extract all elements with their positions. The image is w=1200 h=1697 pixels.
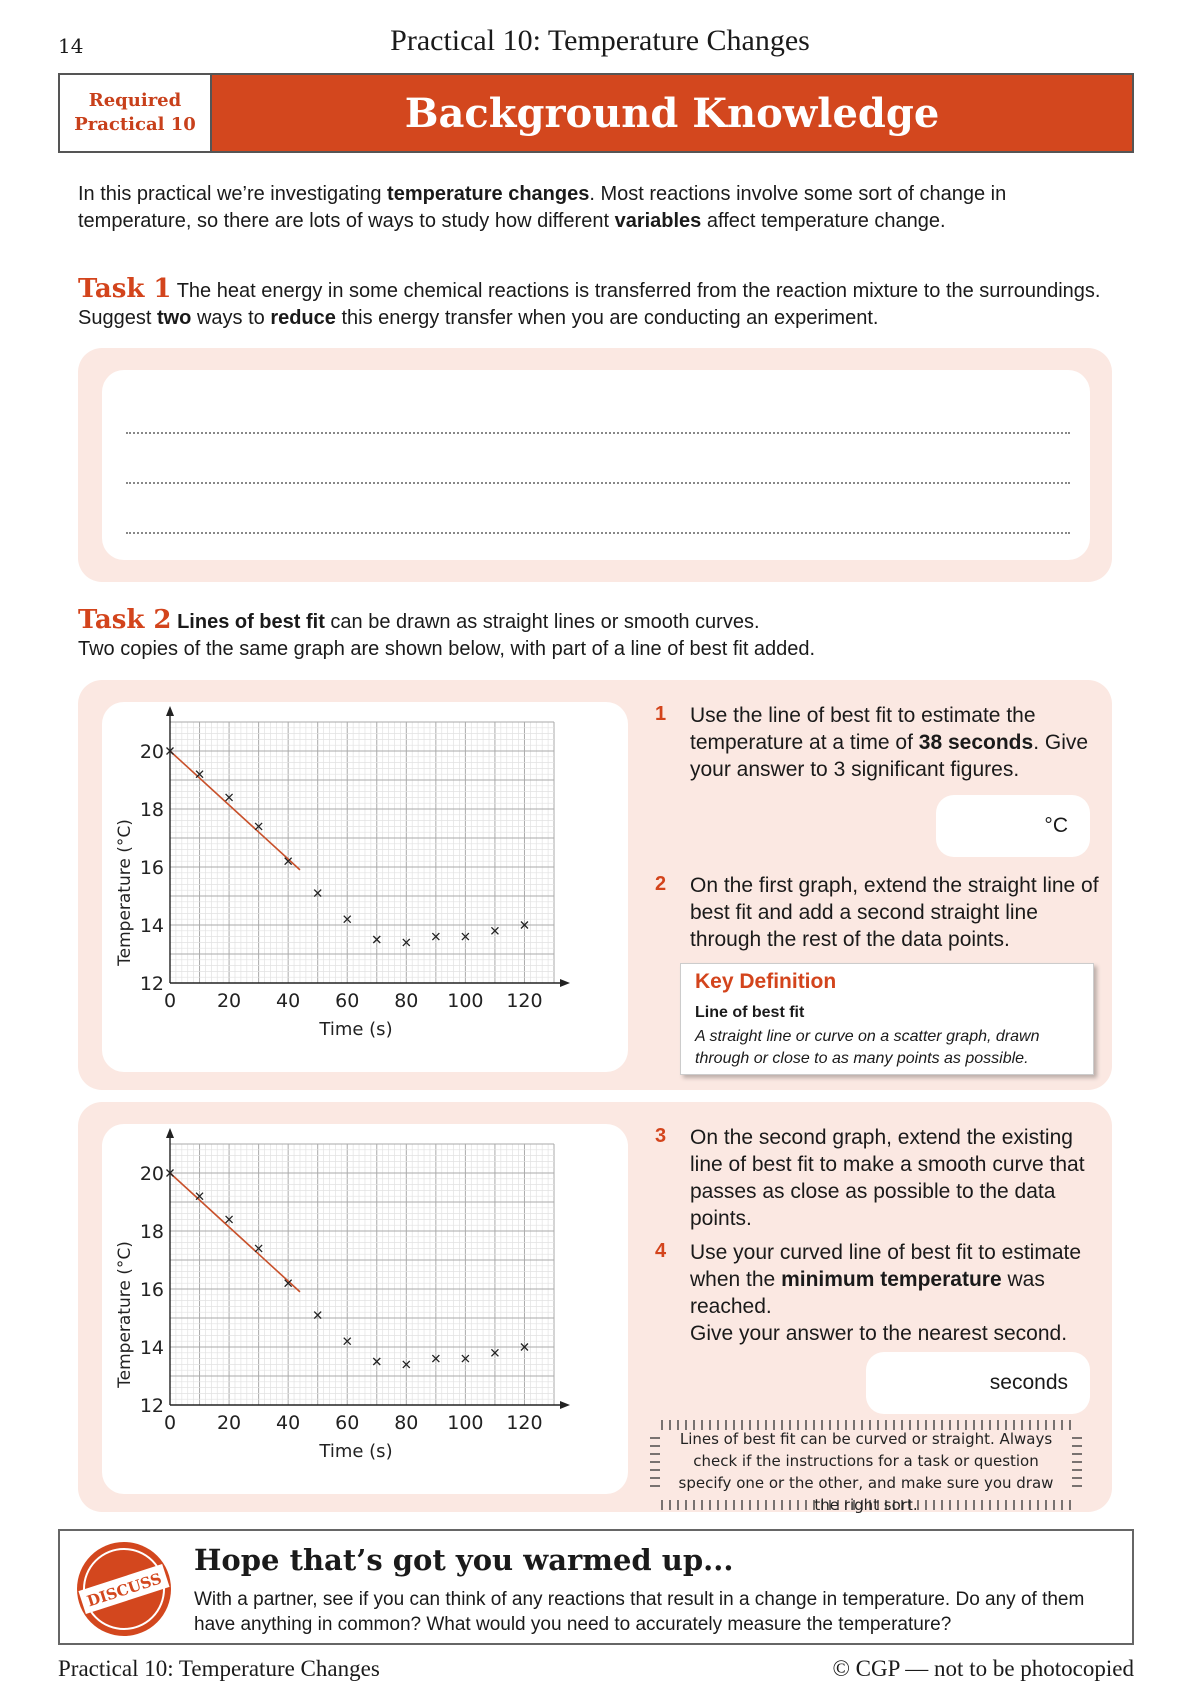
q4-unit: seconds xyxy=(989,1371,1068,1394)
answer-line-2[interactable] xyxy=(126,482,1070,484)
y-tick-label: 20 xyxy=(139,741,164,763)
x-axis-label: Time (s) xyxy=(319,1441,393,1462)
q4-answer-box[interactable] xyxy=(866,1352,1090,1414)
question-4-number: 4 xyxy=(655,1240,667,1262)
question-1-number: 1 xyxy=(655,703,667,725)
badge-line-1: Required xyxy=(88,90,182,111)
graph-card-1 xyxy=(102,702,628,1072)
q4-text-c: was reached. xyxy=(690,1268,1045,1318)
badge-line-2: Practical 10 xyxy=(74,114,196,135)
question-4-text xyxy=(690,1239,1100,1347)
intro-text-3: affect temperature change. xyxy=(701,210,946,232)
question-1-text xyxy=(690,702,1100,783)
x-tick-label: 40 xyxy=(276,1412,301,1434)
footer-copyright: © CGP — not to be photocopied xyxy=(832,1656,1134,1681)
y-tick-label: 16 xyxy=(139,857,164,879)
section-banner xyxy=(58,73,1134,153)
x-tick-label: 120 xyxy=(506,1412,543,1434)
running-title: Practical 10: Temperature Changes xyxy=(390,24,810,57)
task2-label: Task 2 xyxy=(78,605,172,635)
answer-line-3[interactable] xyxy=(126,532,1070,534)
graph-card-2 xyxy=(102,1124,628,1494)
x-tick-label: 20 xyxy=(216,990,242,1012)
task2-prompt xyxy=(78,607,1118,663)
x-tick-label: 20 xyxy=(216,1412,242,1434)
x-tick-label: 100 xyxy=(447,990,484,1012)
task1-panel xyxy=(78,348,1112,582)
intro-text-1: In this practical we’re investigating xyxy=(78,183,388,205)
key-definition-box xyxy=(680,963,1094,1075)
y-axis-arrow xyxy=(166,706,174,716)
required-practical-badge xyxy=(60,75,212,151)
tip-text: Lines of best fit can be curved or straight. Always check if the instructions for a task or question specify one or the other, and make sure you draw the right sort. xyxy=(678,1430,1054,1514)
q1-bold: 38 seconds xyxy=(918,731,1034,754)
y-tick-label: 20 xyxy=(139,1163,164,1185)
q1-unit: °C xyxy=(1044,814,1068,837)
q1-text-a: Use the line of best fit to estimate the temperature at a time of xyxy=(690,704,1036,754)
y-tick-label: 12 xyxy=(139,973,164,995)
discuss-title: Hope that’s got you warmed up... xyxy=(194,1543,734,1577)
q1-text-c: . Give your answer to 3 significant figures. xyxy=(690,731,1089,781)
y-tick-label: 12 xyxy=(139,1395,164,1417)
intro-paragraph xyxy=(78,181,1098,235)
x-axis-arrow xyxy=(560,979,570,987)
x-axis-label: Time (s) xyxy=(319,1019,393,1040)
tip-box xyxy=(648,1418,1084,1512)
x-tick-label: 0 xyxy=(163,1412,177,1434)
temperature-graph-1[interactable] xyxy=(102,702,628,1072)
task1-answer-area[interactable] xyxy=(102,370,1090,560)
answer-line-1[interactable] xyxy=(126,432,1070,434)
question-2-number: 2 xyxy=(655,873,667,895)
task2-text-1: can be drawn as straight lines or smooth curves. xyxy=(324,611,760,633)
x-tick-label: 60 xyxy=(335,1412,360,1434)
section-title: Background Knowledge xyxy=(212,75,1132,151)
q1-answer-box[interactable] xyxy=(936,795,1090,857)
y-tick-label: 18 xyxy=(139,1221,164,1243)
y-axis-label: Temperature (°C) xyxy=(115,1241,135,1388)
x-tick-label: 40 xyxy=(276,990,301,1012)
y-tick-label: 14 xyxy=(139,1337,164,1359)
page-number: 14 xyxy=(58,34,84,58)
y-tick-label: 14 xyxy=(139,915,164,937)
key-definition-text: A straight line or curve on a scatter graph, drawn through or close to as many points as possible. xyxy=(695,1028,1040,1067)
x-tick-label: 60 xyxy=(335,990,360,1012)
intro-text-2: . Most reactions involve some sort of change in temperature, so there are lots of ways to study how different xyxy=(78,183,1007,232)
key-definition-title: Key Definition xyxy=(695,970,837,993)
discuss-stamp-icon xyxy=(74,1539,174,1639)
grid xyxy=(170,1144,554,1405)
task2-bold-1: Lines of best fit xyxy=(177,611,325,633)
x-tick-label: 100 xyxy=(447,1412,484,1434)
question-3-text: On the second graph, extend the existing line of best fit to make a smooth curve that passes as close as possible to the data points. xyxy=(690,1126,1085,1230)
q4-bold: minimum temperature xyxy=(781,1268,1002,1291)
x-axis-arrow xyxy=(560,1401,570,1409)
x-tick-label: 0 xyxy=(163,990,177,1012)
x-tick-label: 120 xyxy=(506,990,543,1012)
footer-title: Practical 10: Temperature Changes xyxy=(58,1656,380,1681)
task2-text-2: Two copies of the same graph are shown below, with part of a line of best fit added. xyxy=(78,638,816,660)
task1-text-2: ways to xyxy=(191,307,271,329)
question-3-number: 3 xyxy=(655,1125,667,1147)
intro-bold-1: temperature changes xyxy=(387,183,590,205)
y-tick-label: 16 xyxy=(139,1279,164,1301)
discuss-stamp-label: DISCUSS xyxy=(84,1569,164,1611)
discuss-box xyxy=(58,1529,1134,1645)
y-axis-arrow xyxy=(166,1128,174,1138)
task1-text-3: this energy transfer when you are conducting an experiment. xyxy=(335,307,879,329)
intro-bold-2: variables xyxy=(614,210,702,232)
grid xyxy=(170,722,554,983)
task1-prompt xyxy=(78,276,1118,332)
question-2-text: On the first graph, extend the straight line of best fit and add a second straight line through the rest of the data points. xyxy=(690,874,1099,951)
task1-text-1: The heat energy in some chemical reactions is transferred from the reaction mixture to the surroundings. Suggest xyxy=(78,280,1101,329)
temperature-graph-2[interactable] xyxy=(102,1124,628,1494)
q4-text-d: Give your answer to the nearest second. xyxy=(690,1322,1068,1345)
x-tick-label: 80 xyxy=(394,990,419,1012)
task1-bold-2: reduce xyxy=(270,307,336,329)
y-tick-label: 18 xyxy=(139,799,164,821)
discuss-text: With a partner, see if you can think of any reactions that result in a change in temperature. Do any of them have anything in common? What would you need to accurately measure the temperature? xyxy=(194,1589,1085,1635)
q4-text-a: Use your curved line of best fit to estimate when the xyxy=(690,1241,1082,1291)
task1-bold-1: two xyxy=(156,307,192,329)
key-definition-term: Line of best fit xyxy=(695,1004,805,1021)
task1-label: Task 1 xyxy=(78,274,172,304)
y-axis-label: Temperature (°C) xyxy=(115,819,135,966)
x-tick-label: 80 xyxy=(394,1412,419,1434)
